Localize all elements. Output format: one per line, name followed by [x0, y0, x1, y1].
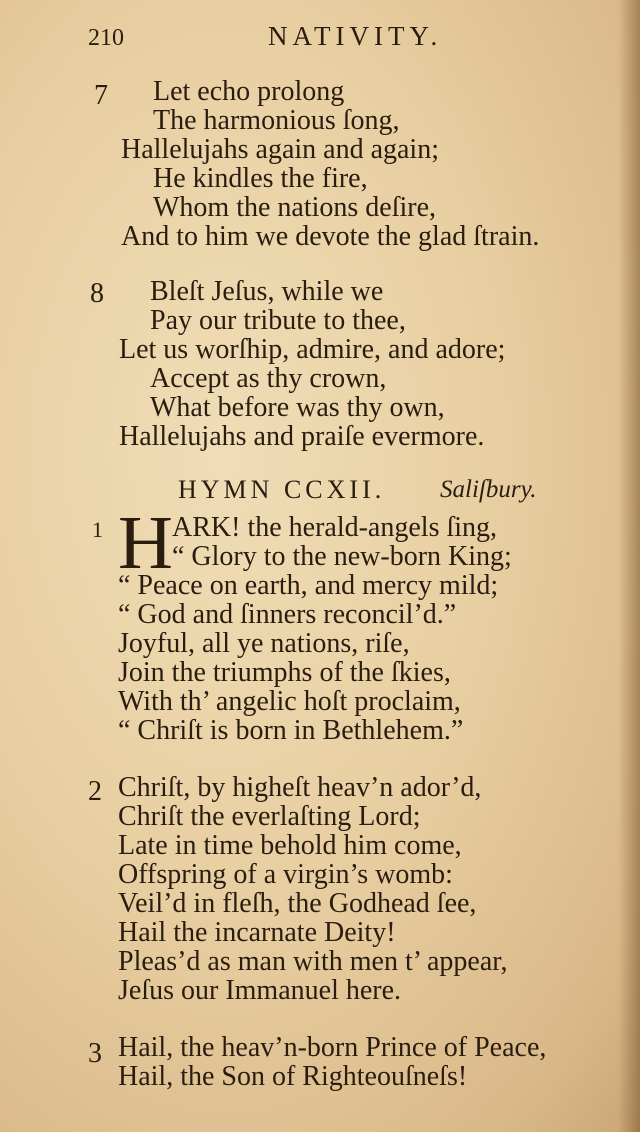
tune-name: Saliſbury. — [440, 476, 537, 503]
verse-line: With th’ angelic hoſt proclaim, — [118, 686, 461, 717]
verse-line: Chriſt the everlaſting Lord; — [118, 801, 421, 832]
verse-line: Whom the nations deſire, — [153, 192, 437, 223]
stanza-number: 2 — [88, 776, 102, 807]
verse-line: Late in time behold him come, — [118, 830, 462, 861]
verse-line: Hail, the heav’n-born Prince of Peace, — [118, 1032, 547, 1063]
verse-line: Offspring of a virgin’s womb: — [118, 859, 453, 890]
verse-line: Pay our tribute to thee, — [150, 305, 406, 336]
verse-line: Join the triumphs of the ſkies, — [118, 657, 451, 688]
stanza-number: 8 — [90, 278, 104, 309]
hymn-title: HYMN CCXII. — [178, 475, 386, 504]
verse-line: Veil’d in fleſh, the Godhead ſee, — [118, 888, 477, 919]
verse-line: “ God and ſinners reconcil’d.” — [118, 599, 457, 630]
verse-line: Let echo prolong — [153, 76, 345, 107]
verse-line: Hail, the Son of Righteouſneſs! — [118, 1061, 468, 1092]
verse-line: “ Peace on earth, and mercy mild; — [118, 570, 499, 601]
verse-line: Hallelujahs and praiſe evermore. — [119, 421, 485, 452]
stanza-number: 1 — [92, 517, 103, 542]
verse-line: “ Chriſt is born in Bethlehem.” — [118, 715, 464, 746]
verse-line: Let us worſhip, admire, and adore; — [119, 334, 506, 365]
verse-line: ARK! the herald-angels ſing, — [172, 512, 498, 543]
verse-line: Chriſt, by higheſt heav’n ador’d, — [118, 772, 482, 803]
verse-line: And to him we devote the glad ſtrain. — [121, 221, 540, 252]
stanza-number: 7 — [94, 80, 108, 111]
verse-line: Hail the incarnate Deity! — [118, 917, 396, 948]
stanza-number: 3 — [88, 1038, 102, 1069]
verse-line: Jeſus our Immanuel here. — [118, 975, 402, 1006]
verse-line: He kindles the fire, — [153, 163, 368, 194]
verse-line: Joyful, all ye nations, riſe, — [118, 628, 410, 659]
verse-line: Bleſt Jeſus, while we — [150, 276, 384, 307]
verse-line: “ Glory to the new-born King; — [172, 541, 512, 572]
verse-line: The harmonious ſong, — [153, 105, 400, 136]
page-number: 210 — [88, 25, 124, 51]
verse-line: Pleas’d as man with men t’ appear, — [118, 946, 508, 977]
drop-cap: H — [118, 501, 173, 585]
verse-line: What before was thy own, — [150, 392, 445, 423]
verse-line: Hallelujahs again and again; — [121, 134, 439, 165]
verse-line: Accept as thy crown, — [150, 363, 387, 394]
running-head: NATIVITY. — [268, 21, 443, 51]
